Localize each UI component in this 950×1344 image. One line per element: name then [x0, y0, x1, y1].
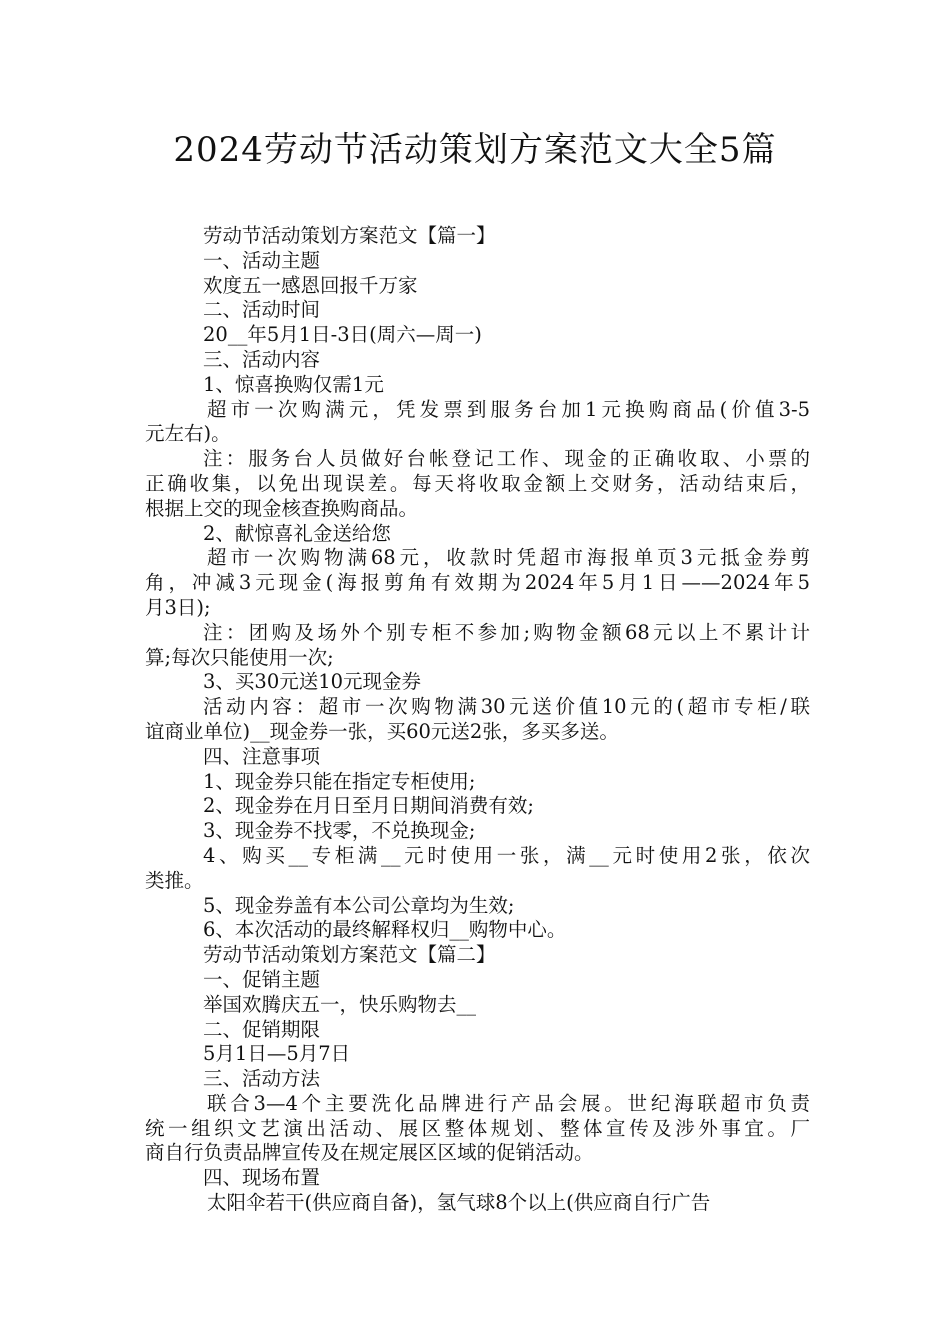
paragraph: [145, 1166, 810, 1191]
text-line: 6、本次活动的最终解释权归__购物中心。: [203, 918, 567, 942]
paragraph: [145, 398, 810, 448]
text-line: 四、现场布置: [203, 1166, 321, 1190]
text-line: 劳动节活动策划方案范文【篇二】: [203, 943, 496, 967]
text-line: 太阳伞若干(供应商自备)，氢气球8个以上(供应商自行广告: [207, 1191, 711, 1215]
paragraph: [145, 249, 810, 274]
paragraph: [145, 695, 810, 745]
text-line: 3、买30元送10元现金券: [203, 670, 422, 694]
text-line: 算;每次只能使用一次;: [145, 645, 334, 669]
paragraph: [145, 670, 810, 695]
text-line: 三、活动方法: [203, 1067, 321, 1091]
paragraph: [145, 546, 810, 620]
paragraph: [145, 447, 810, 521]
text-line: 5、现金券盖有本公司公章均为生效;: [203, 893, 515, 917]
text-line: 举国欢腾庆五一，快乐购物去__: [203, 992, 477, 1016]
text-line: 5月1日—5月7日: [203, 1042, 351, 1066]
paragraph: [145, 1191, 810, 1216]
text-line: 谊商业单位)__现金券一张，买60元送2张，多买多送。: [145, 719, 619, 743]
text-line: 1、惊喜换购仅需1元: [203, 372, 384, 396]
paragraph: [145, 993, 810, 1018]
text-line: 超市一次购物满68元，收款时凭超市海报单页3元抵金券剪: [207, 546, 810, 570]
paragraph: [145, 794, 810, 819]
paragraph: [145, 968, 810, 993]
document-body: [145, 224, 810, 1216]
paragraph: [145, 621, 810, 671]
text-line: 三、活动内容: [203, 347, 321, 371]
text-line: 二、活动时间: [203, 298, 321, 322]
text-line: 注：服务台人员做好台帐登记工作、现金的正确收取、小票的: [203, 447, 810, 471]
text-line: 商自行负责品牌宣传及在规定展区区域的促销活动。: [145, 1141, 594, 1165]
paragraph: [145, 323, 810, 348]
text-line: 类推。: [145, 868, 204, 892]
paragraph: [145, 943, 810, 968]
paragraph: [145, 918, 810, 943]
paragraph: [145, 274, 810, 299]
paragraph: [145, 348, 810, 373]
paragraph: [145, 1092, 810, 1166]
paragraph: [145, 522, 810, 547]
paragraph: [145, 1018, 810, 1043]
text-line: 联合3—4个主要洗化品牌进行产品会展。世纪海联超市负责: [207, 1091, 810, 1115]
text-line: 正确收集，以免出现误差。每天将收取金额上交财务，活动结束后，: [145, 471, 810, 495]
text-line: 一、促销主题: [203, 967, 321, 991]
paragraph: [145, 819, 810, 844]
paragraph: [145, 1042, 810, 1067]
text-line: 4、购买__专柜满__元时使用一张，满__元时使用2张，依次: [203, 843, 810, 867]
text-line: 超市一次购满元，凭发票到服务台加1元换购商品(价值3-5: [207, 397, 810, 421]
paragraph: [145, 373, 810, 398]
text-line: 统一组织文艺演出活动、展区整体规划、整体宣传及涉外事宜。厂: [145, 1116, 810, 1140]
text-line: 欢度五一感恩回报千万家: [203, 273, 418, 297]
paragraph: [145, 298, 810, 323]
text-line: 根据上交的现金核查换购商品。: [145, 496, 419, 520]
paragraph: [145, 770, 810, 795]
text-line: 月3日);: [145, 595, 211, 619]
text-line: 注：团购及场外个别专柜不参加;购物金额68元以上不累计计: [203, 620, 810, 644]
page-title: 2024劳动节活动策划方案范文大全5篇: [173, 130, 777, 170]
text-line: 1、现金券只能在指定专柜使用;: [203, 769, 476, 793]
text-line: 四、注意事项: [203, 744, 321, 768]
paragraph: [145, 844, 810, 894]
text-line: 活动内容：超市一次购物满30元送价值10元的(超市专柜/联: [203, 695, 810, 719]
paragraph: [145, 1067, 810, 1092]
paragraph: [145, 224, 810, 249]
text-line: 元左右)。: [145, 422, 231, 446]
text-line: 一、活动主题: [203, 248, 321, 272]
text-line: 2、现金券在月日至月日期间消费有效;: [203, 794, 534, 818]
text-line: 3、现金券不找零，不兑换现金;: [203, 819, 476, 843]
text-line: 劳动节活动策划方案范文【篇一】: [203, 224, 496, 247]
text-line: 20__年5月1日-3日(周六—周一): [203, 323, 482, 347]
text-line: 二、促销期限: [203, 1017, 321, 1041]
paragraph: [145, 894, 810, 919]
text-line: 2、献惊喜礼金送给您: [203, 521, 391, 545]
paragraph: [145, 745, 810, 770]
text-line: 角，冲减3元现金(海报剪角有效期为2024年5月1日——2024年5: [145, 571, 810, 595]
